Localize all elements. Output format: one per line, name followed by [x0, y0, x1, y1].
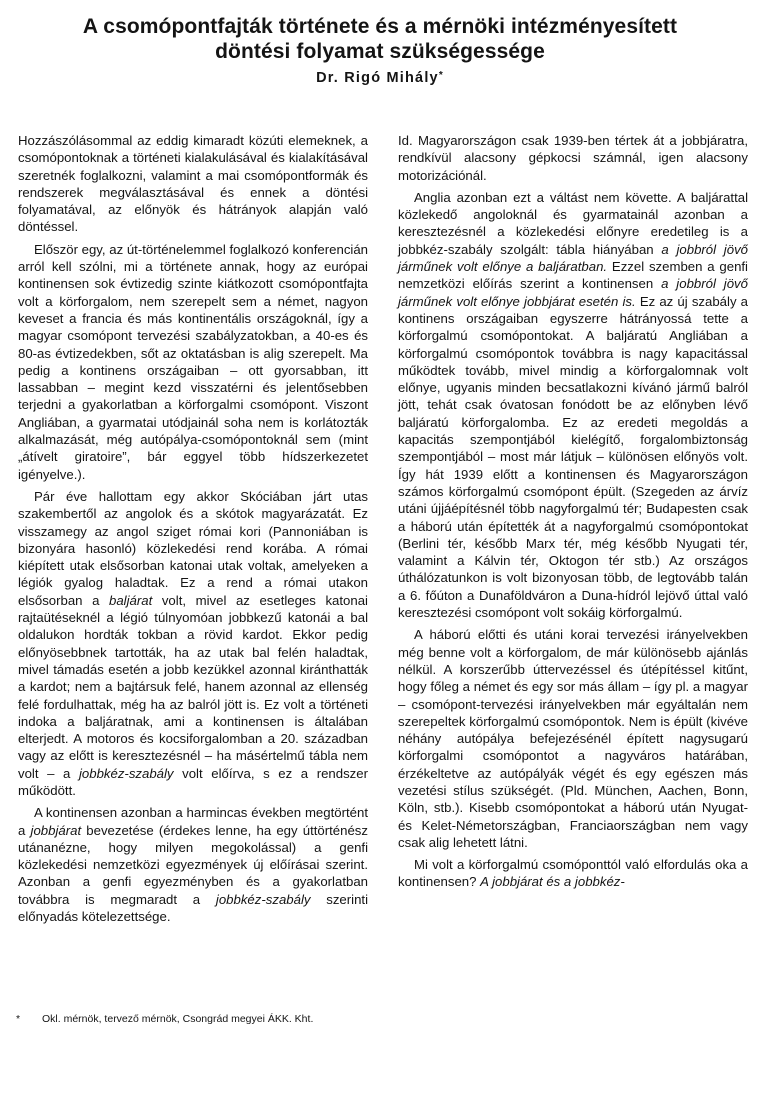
article-header: [0, 14, 760, 86]
text-run: Anglia azonban ezt a váltást nem követte. A baljárattal közlekedő angoloknál és gyarmatainál azonban a keresztezésnél a közlekedési előnyre eredetileg is a jobbkéz-szabály szolgált: tábla hiányában: [398, 189, 748, 257]
paragraph: [398, 189, 748, 621]
text-run: A kontinensen azonban a harmincas években megtörtént a: [18, 805, 368, 838]
title-line-1: A csomópontfajták története és a mérnöki intézményesített: [82, 15, 678, 38]
text-run: szerinti előnyadás kötelezettsége.: [18, 891, 368, 925]
article-title: [0, 14, 760, 64]
author-name: Dr. Rigó Mihály: [316, 70, 439, 86]
text-run: volt, mivel az esetleges katonai rajtaütéseknél a légió túlnyomóan jobbkezű katonái a bal oldalukon hordták tokban a rövid kardot. Ekkor pedig előnyösebbnek tartották, ha az utak bal felén haladtak, mivel támadás esetén a jobb kezükkel azonnal kiránthatták a kardot; nem a bajtársuk felé, hanem azonnal az ellenség felé fordulhattak, még ha az balról jött is. Ez volt a történeti indoka a baljáratnak, ami a kontinensen is általában elterjedt. A motoros és kocsiforgalomban a 20. században vagy az előtt is keresztezésnél – ha másértelmű tábla nem volt – a: [18, 592, 368, 781]
text-run: Pár éve hallottam egy akkor Skóciában járt utas szakembertől az angolok és a skótok magyarázatát. Ez visszamegy az angol sziget római kori (Pannoniában is bizonyára hasonló) közlekedési rend korába. A római kiépített utak elsősorban katonai utak voltak, amelyeken a légiók gyalog haladtak. Ez a rend a római utakon elsősorban a: [18, 488, 368, 608]
paragraph: [18, 804, 368, 925]
text-run: bevezetése (érdekes lenne, ha egy úttörténész utánanézne, hogy milyen megokolással) a genfi közlekedési nemzetközi egyezmények új előírásai szerint. Azonban a genfi egyezményben és a gyakorlatban továbbra is megmaradt a: [18, 822, 368, 907]
footnote-mark: *: [16, 1013, 21, 1025]
paragraph: Először egy, az út-történelemmel foglalkozó konferencián arról kell szólni, mi a története annak, hogy az európai kontinensen sok évtizedig szinte kiátkozott csomópontfajta volt a körforgalom, nem szerepelt sem a német, nagyon keveset a francia és más kontinentális országoknál, így a magyar csomópont tervezési szabályzatokban, a 40-es és 80-as évtizedekben, sőt az oktatásban is alig szerepelt. Ma pedig a kontinens országaiban – ott gyorsabban, itt lassabban – megint kezd visszatérni és jelentősebben terjedni a gyakorlatban a körforgalmi csomópont. Viszont Angliában, a gyarmatai utódjainál soha nem is korlátozták alkalmazását, még autópálya-csomópontoknál sem (mint „átívelt giratoire”, bár eggyel több hídszerkezetet igényelve.).: [18, 241, 369, 482]
emphasis: jobbkéz-szabály: [215, 891, 311, 907]
emphasis: baljárat: [109, 592, 153, 608]
text-run: Ezzel szemben a genfi nemzetközi előírás szerint a kontinensen: [398, 259, 748, 292]
text-run: Ez az új szabály a kontinens országaiban egyszerre hátrányossá tette a körforgalmú csomópontokat. A baljáratú Angliában a körforgalmú csomópontok továbbra is nagy kapacitással működtek tovább, mivel mindig a körforgalomnak volt előnye, ugyanis minden becsatlakozni kívánó jármű balról jött, tehát csak óvatosan fonódott be az előnyben lévő baljáratú körforgalomba. Ez az eredeti megoldás a kapacitás szempontjából kielégítő, forgalombiztonság szempontjából – most már látjuk – különösen előnyös volt. Így hát 1939 előtt a kontinensen és Magyarországon számos körforgalmú csomópont épült. (Szegeden az árvíz utáni újjáépítésnél több nagyforgalmú tér; Budapesten csak a háború után építették át a nagyforgalmú csomópontokat (Berlini tér, később Marx tér, még később Nyugati tér, valamint a Kálvin tér, Oktogon tér stb.) Az országos úthálózatunkon is volt bizonyosan több, de legtovább talán a 6. főúton a Dunaföldváron a Duna-hídról lejövő úttal való keresztezési csomópont volt sokáig körforgalmú.: [398, 293, 749, 621]
left-column: [18, 132, 368, 930]
emphasis: a jobbról jövő járműnek volt előnye jobbjárat esetén is.: [398, 276, 748, 309]
text-run: volt előírva, s ez a rendszer működött.: [18, 765, 368, 798]
footnote-text: Okl. mérnök, tervező mérnök, Csongrád megyei ÁKK. Kht.: [42, 1013, 314, 1025]
paragraph: A háború előtti és utáni korai tervezési irányelvekben még benne volt a körforgalom, de már különösebb ajánlás nélkül. A korszerűbb úttervezéssel és útépítéssel kitűnt, hogy főleg a német és egy sor más állam – így pl. a magyar – csomópont-tervezési irányelvekben már egyáltalán nem szerepeltek körforgalmú csomópontok. Nem is épült (kivéve néhány autópálya befejezésénél épített nagysugarú körforgalmi csomópontot a nagyváros határában, érzékeltetve az autópályák végét és egy egészen más vezetési stílus szükségét. (Pld. München, Aachen, Bonn, Köln, stb.). Kisebb csomópontokat a háború után Nyugat- és Kelet-Németországban, Franciaországban nem vagy csak alig lehetett látni.: [398, 627, 748, 850]
paragraph: Id. Magyarországon csak 1939-ben tértek át a jobbjáratra, rendkívül alacsony gépkocsi számnál, igen alacsony motorizációnál.: [398, 133, 748, 183]
right-column: [398, 132, 748, 896]
emphasis: jobbkéz-szabály: [78, 765, 174, 781]
paragraph: [398, 856, 748, 891]
emphasis: a jobbról jövő járműnek volt előnye a baljáratban.: [398, 241, 748, 275]
paragraph: Hozzászólásommal az eddig kimaradt közúti elemeknek, a csomópontoknak a történeti kialakulásával és kialakításával szeretnék foglalkozni, valamint a mai csomópontformák és rendszerek megválasztásával és ennek a döntési folyamatával, az előnyök és hátrányok alapján való döntéssel.: [18, 133, 368, 235]
emphasis: jobbjárat: [30, 822, 82, 838]
footnote: [16, 1012, 313, 1026]
author-footnote-mark: *: [438, 70, 444, 81]
text-run: Mi volt a körforgalmú csomóponttól való elfordulás oka a kontinensen?: [398, 857, 748, 890]
paragraph: [18, 488, 368, 799]
title-line-2: döntési folyamat szükségessége: [215, 40, 545, 63]
emphasis: A jobbjárat és a jobbkéz-: [480, 874, 625, 890]
author-line: [0, 70, 760, 86]
